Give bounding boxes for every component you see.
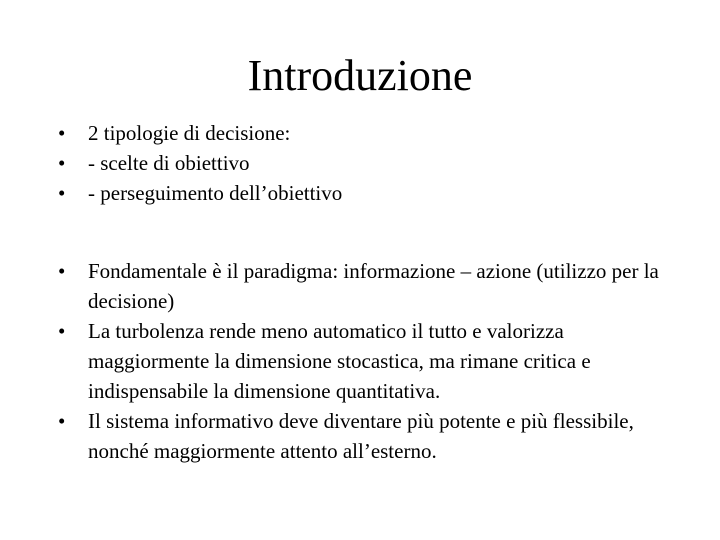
bullet-text: La turbolenza rende meno automatico il tutto e valorizza maggiormente la dimensione stocastica, ma rimane critica e indispensabile la dimensione quantitativa. [88, 319, 591, 403]
bullet-item [58, 118, 678, 148]
bullet-item [58, 178, 678, 208]
bullet-item [58, 256, 678, 316]
bullet-icon: • [58, 151, 66, 175]
bullet-text: - perseguimento dell’obiettivo [88, 181, 343, 205]
bullet-text: 2 tipologie di decisione: [88, 121, 291, 145]
bullet-text: Il sistema informativo deve diventare più potente e più flessibile, nonché maggiormente attento all’esterno. [88, 409, 634, 463]
bullet-icon: • [58, 181, 66, 205]
bullet-icon: • [58, 409, 66, 433]
bullet-list-paradigm [58, 256, 678, 466]
bullet-list-decision-types [58, 118, 678, 208]
bullet-icon: • [58, 259, 66, 283]
slide-title: Introduzione [247, 51, 473, 100]
bullet-item [58, 316, 678, 406]
bullet-icon: • [58, 121, 66, 145]
bullet-item [58, 406, 678, 466]
bullet-text: - scelte di obiettivo [88, 151, 250, 175]
bullet-icon: • [58, 319, 66, 343]
bullet-text: Fondamentale è il paradigma: informazione – azione (utilizzo per la decisione) [88, 259, 659, 313]
bullet-item [58, 148, 678, 178]
